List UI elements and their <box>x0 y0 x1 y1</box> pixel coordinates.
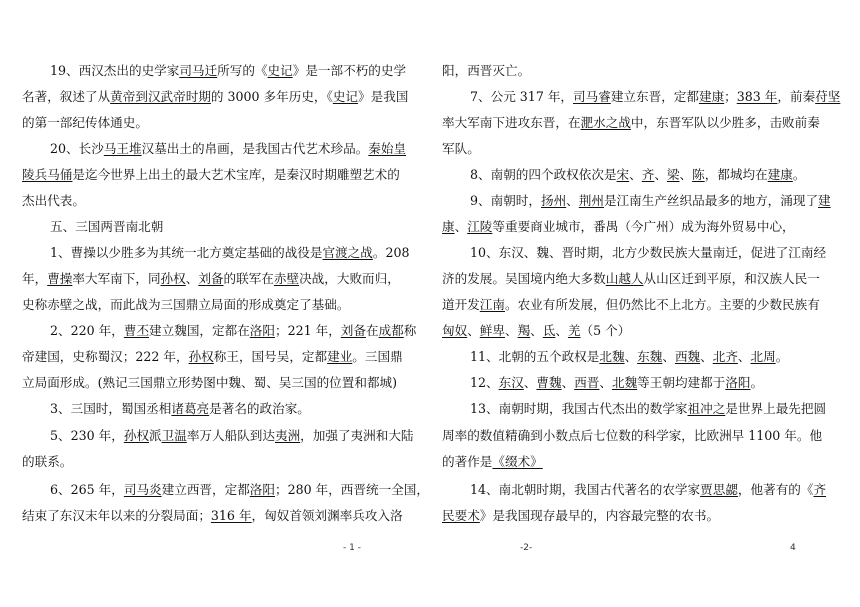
item-10-line-4: 匈奴、鲜卑、羯、氐、羌（5 个） <box>442 323 631 338</box>
item-5-line-2: 的联系。 <box>22 454 73 469</box>
item-9-line-1: 9、南朝时，扬州、荆州是江南生产丝织品最多的地方，涌现了建 <box>470 193 831 208</box>
item-13-line-2: 周率的数值精确到小数点后七位数的科学家，比欧洲早 1100 年。他 <box>442 428 823 443</box>
page-number-middle: -2- <box>520 543 533 553</box>
item-7-line-1: 7、公元 317 年，司马睿建立东晋，定都建康；383 年，前秦苻坚 <box>470 89 841 104</box>
continuation-line: 阳，西晋灭亡。 <box>442 63 531 78</box>
item-20-line-3: 杰出代表。 <box>22 193 85 208</box>
item-14-line-1: 14、南北朝时期，我国古代著名的农学家贾思勰，他著有的《齐 <box>470 482 827 497</box>
item-10-line-3: 道开发江南。农业有所发展，但仍然比不上北方。主要的少数民族有 <box>442 297 820 312</box>
item-5-line-1: 5、230 年，孙权派卫温率万人船队到达夷洲，加强了夷洲和大陆 <box>50 428 414 443</box>
section-heading: 五、三国两晋南北朝 <box>50 219 164 234</box>
item-19-line-1: 19、西汉杰出的史学家司马迁所写的《史记》是一部不朽的史学 <box>50 63 407 78</box>
item-13-line-1: 13、南朝时期，我国古代杰出的数学家祖冲之是世界上最先把圆 <box>470 401 827 416</box>
item-1-line-3: 史称赤壁之战，而此战为三国鼎立局面的形成奠定了基础。 <box>22 297 350 312</box>
item-11: 11、北朝的五个政权是北魏、东魏、西魏、北齐、北周。 <box>470 349 789 364</box>
item-20-line-2: 陵兵马俑是迄今世界上出土的最大艺术宝库，是秦汉时期雕塑艺术的 <box>22 167 400 182</box>
item-2-line-3: 立局面形成。(熟记三国鼎立形势图中魏、蜀、吴三国的位置和都城) <box>22 375 398 390</box>
item-19-line-2: 名著，叙述了从黄帝到汉武帝时期的 3000 多年历史，《史记》是我国 <box>22 89 409 104</box>
page-number-left: - 1 - <box>343 543 361 553</box>
item-10-line-2: 济的发展。吴国境内绝大多数山越人从山区迁到平原，和汉族人民一 <box>442 271 820 286</box>
item-13-line-3: 的著作是《缀术》 <box>442 454 543 469</box>
item-8: 8、南朝的四个政权依次是宋、齐、梁、陈，都城均在建康。 <box>470 167 806 182</box>
item-3: 3、三国时，蜀国丞相诸葛亮是著名的政治家。 <box>50 401 310 416</box>
item-19-line-3: 的第一部纪传体通史。 <box>22 115 148 130</box>
page-number-right: 4 <box>790 543 796 553</box>
item-2-line-2: 帝建国，史称蜀汉；222 年，孙权称王，国号吴，定都建业。三国鼎 <box>22 349 403 364</box>
item-12: 12、东汉、曹魏、西晋、北魏等王朝均建都于洛阳。 <box>470 375 764 390</box>
item-6-line-2: 结束了东汉末年以来的分裂局面；316 年，匈奴首领刘渊率兵攻入洛 <box>22 508 403 523</box>
item-6-line-1: 6、265 年，司马炎建立西晋，定都洛阳；280 年，西晋统一全国， <box>50 482 429 497</box>
item-2-line-1: 2、220 年，曹丕建立魏国，定都在洛阳；221 年，刘备在成都称 <box>50 323 417 338</box>
item-1-line-1: 1、曹操以少胜多为其统一北方奠定基础的战役是官渡之战。208 <box>50 245 410 260</box>
item-7-line-3: 军队。 <box>442 141 480 156</box>
item-10-line-1: 10、东汉、魏、晋时期，北方少数民族大量南迁，促进了江南经 <box>470 245 827 260</box>
item-14-line-2: 民要术》是我国现存最早的，内容最完整的农书。 <box>442 508 720 523</box>
item-7-line-2: 率大军南下进攻东晋，在淝水之战中，东晋军队以少胜多，击败前秦 <box>442 115 820 130</box>
item-1-line-2: 年，曹操率大军南下，同孙权、刘备的联军在赤壁决战，大败而归， <box>22 271 400 286</box>
item-20-line-1: 20、长沙马王堆汉墓出土的帛画，是我国古代艺术珍品。秦始皇 <box>50 141 407 156</box>
item-9-line-2: 康、江陵等重要商业城市，番禺（今广州）成为海外贸易中心， <box>442 219 795 234</box>
